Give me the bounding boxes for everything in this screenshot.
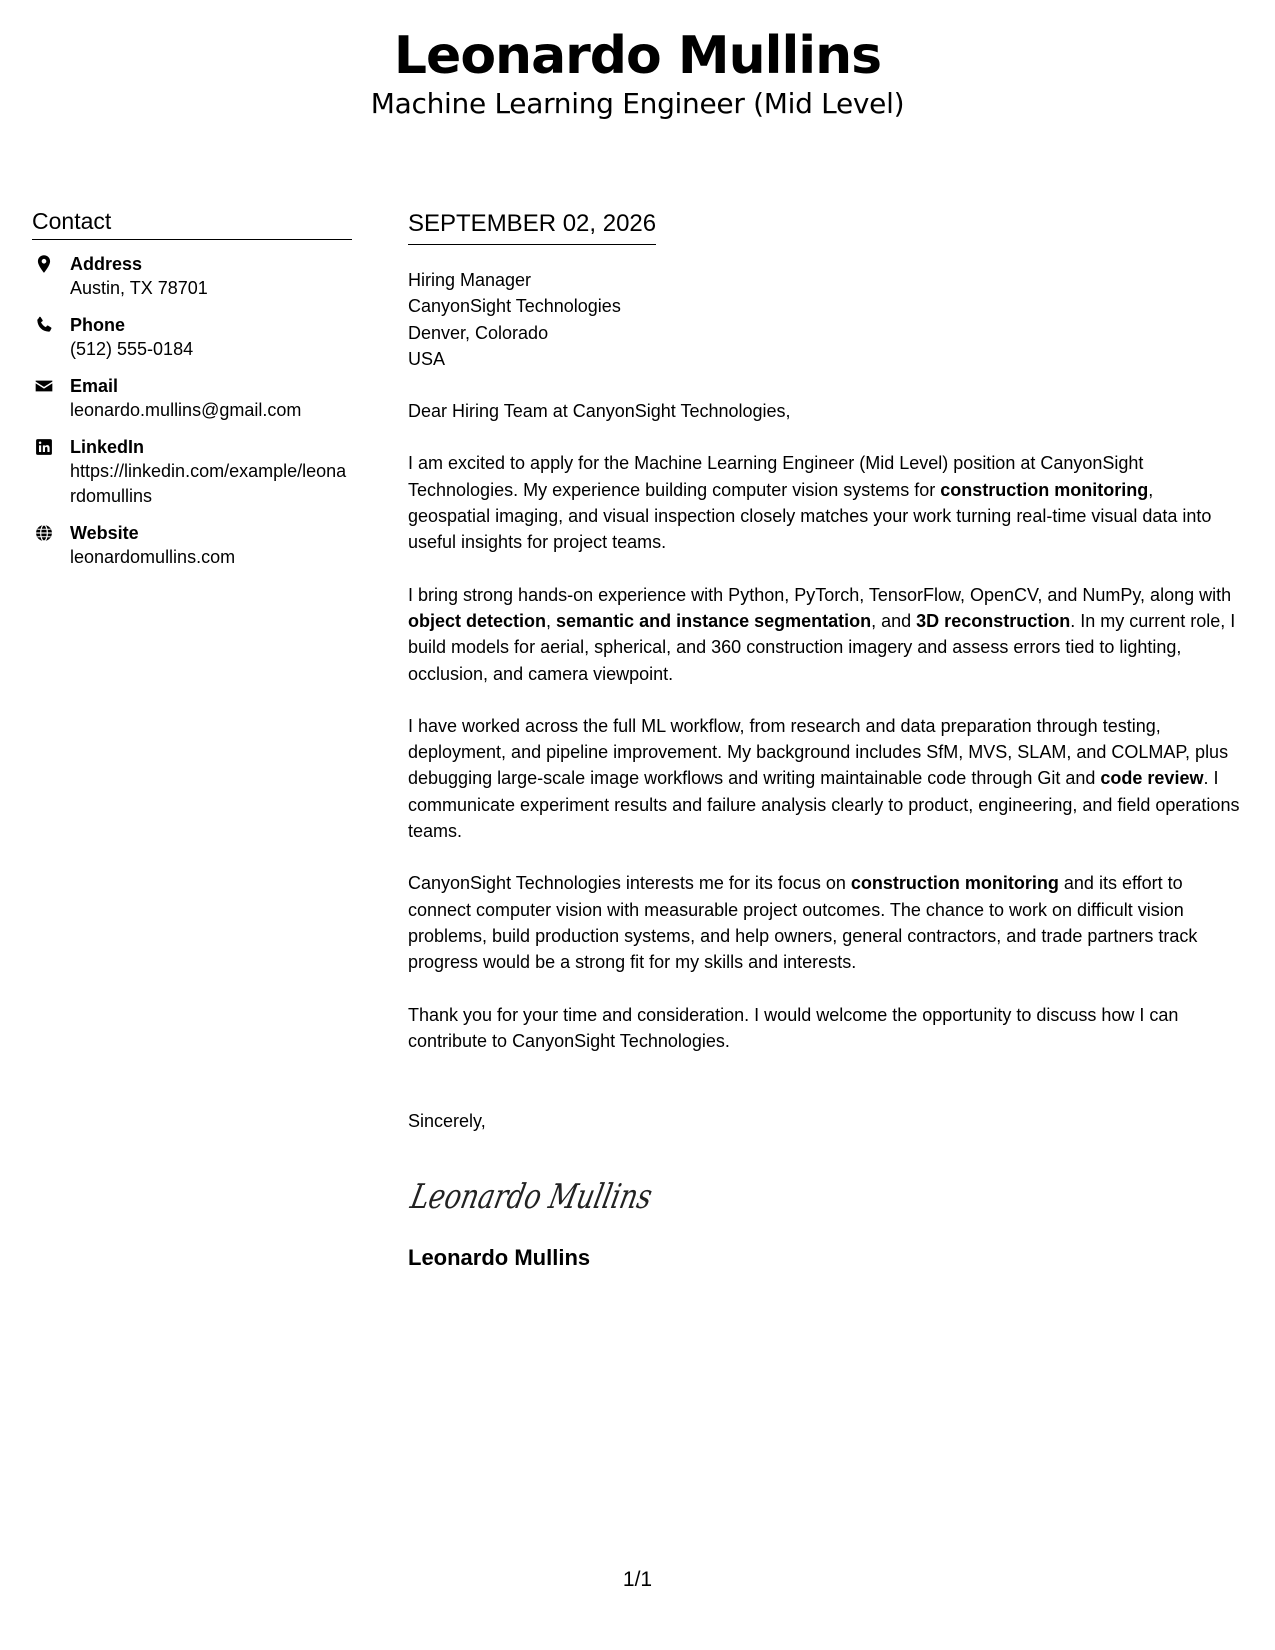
svg-text:Leonardo Mullins: Leonardo Mullins [407,1177,719,1218]
bold-phrase: 3D reconstruction [916,610,1071,631]
salutation: Dear Hiring Team at CanyonSight Technologies, [408,401,791,422]
contact-item-email [32,374,352,423]
text-run: Thank you for your time and consideration. I would welcome the opportunity to discuss how I can contribute to CanyonSight Technologies. [408,1004,1179,1051]
email-value: leonardo.mullins@gmail.com [70,400,302,420]
recipient-line: Hiring Manager [408,270,532,290]
recipient-block [408,267,1240,372]
recipient-line: USA [408,348,446,369]
contact-label: Website [70,523,139,543]
contact-label: Phone [70,315,126,335]
text-run: I have worked across the full ML workflow, from research and data preparation through testing, deployment, and pipeline improvement. My background includes SfM, MVS, SLAM, and COLMAP, plus debugging large-scale image workflows and writing maintainable code through Git and [408,715,1229,789]
letter-date: SEPTEMBER 02, 2026 [408,208,656,245]
text-run: , geospatial imaging, and visual inspection closely matches your work turning real-time visual data into useful insights for project teams. [408,479,1212,553]
bold-phrase: construction monitoring [940,479,1149,500]
text-run: , and [871,610,917,631]
contact-item-address [32,252,352,301]
contact-item-phone [32,313,352,362]
text-run: I am excited to apply for the Machine Learning Engineer (Mid Level) position at CanyonSight Technologies. My experience building computer vision systems for [408,453,1144,500]
signature [407,1166,719,1222]
text-run: and its effort to connect computer vision with measurable project outcomes. The chance to work on difficult vision problems, build production systems, and help owners, general contractors, and trade partners track progress would be a strong fit for my skills and interests. [408,873,1198,973]
text-run: I bring strong hands-on experience with Python, PyTorch, TensorFlow, OpenCV, and NumPy, along with [408,584,1232,605]
bold-phrase: code review [1100,768,1204,789]
body-paragraph [408,870,1240,975]
body-paragraph [408,713,1240,844]
email-icon [34,376,54,396]
body-paragraph [408,450,1240,555]
contact-sidebar [32,206,352,570]
letter-paragraphs [408,450,1240,1054]
bold-phrase: semantic and instance segmentation [556,610,872,631]
text-run: CanyonSight Technologies interests me for its focus on [408,873,851,894]
phone-icon [34,315,54,335]
contact-label: Address [70,254,143,274]
body-paragraph [408,1002,1240,1055]
recipient-line: CanyonSight Technologies [408,296,621,317]
bold-phrase: construction monitoring [850,873,1059,894]
closing: Sincerely, [408,1111,486,1132]
letter-body [408,208,1240,1272]
applicant-name: Leonardo Mullins [393,26,882,86]
contact-item-linkedin [32,435,352,509]
text-run: . I communicate experiment results and failure analysis clearly to product, engineering, and field operations teams. [408,768,1240,842]
phone-value: (512) 555-0184 [70,339,194,359]
linkedin-value: https://linkedin.com/example/leonardomullins [70,461,347,506]
linkedin-icon [34,437,54,457]
globe-icon [34,523,54,543]
bold-phrase: object detection [408,610,547,631]
location-pin-icon [34,254,54,274]
website-value: leonardomullins.com [70,547,236,567]
contact-heading: Contact [32,206,352,240]
contact-item-website [32,521,352,570]
text-run: , [546,610,557,631]
applicant-title: Machine Learning Engineer (Mid Level) [370,87,905,120]
contact-label: LinkedIn [70,437,145,457]
page-number: 1/1 [622,1568,653,1591]
signer-name: Leonardo Mullins [408,1244,591,1270]
letter-header [0,20,1275,122]
body-paragraph [408,582,1240,687]
text-run: . In my current role, I build models for aerial, spherical, and 360 construction imagery and assess errors tied to lighting, occlusion, and camera viewpoint. [408,610,1236,684]
contact-label: Email [70,376,119,396]
address-value: Austin, TX 78701 [70,278,208,298]
recipient-line: Denver, Colorado [408,322,549,343]
